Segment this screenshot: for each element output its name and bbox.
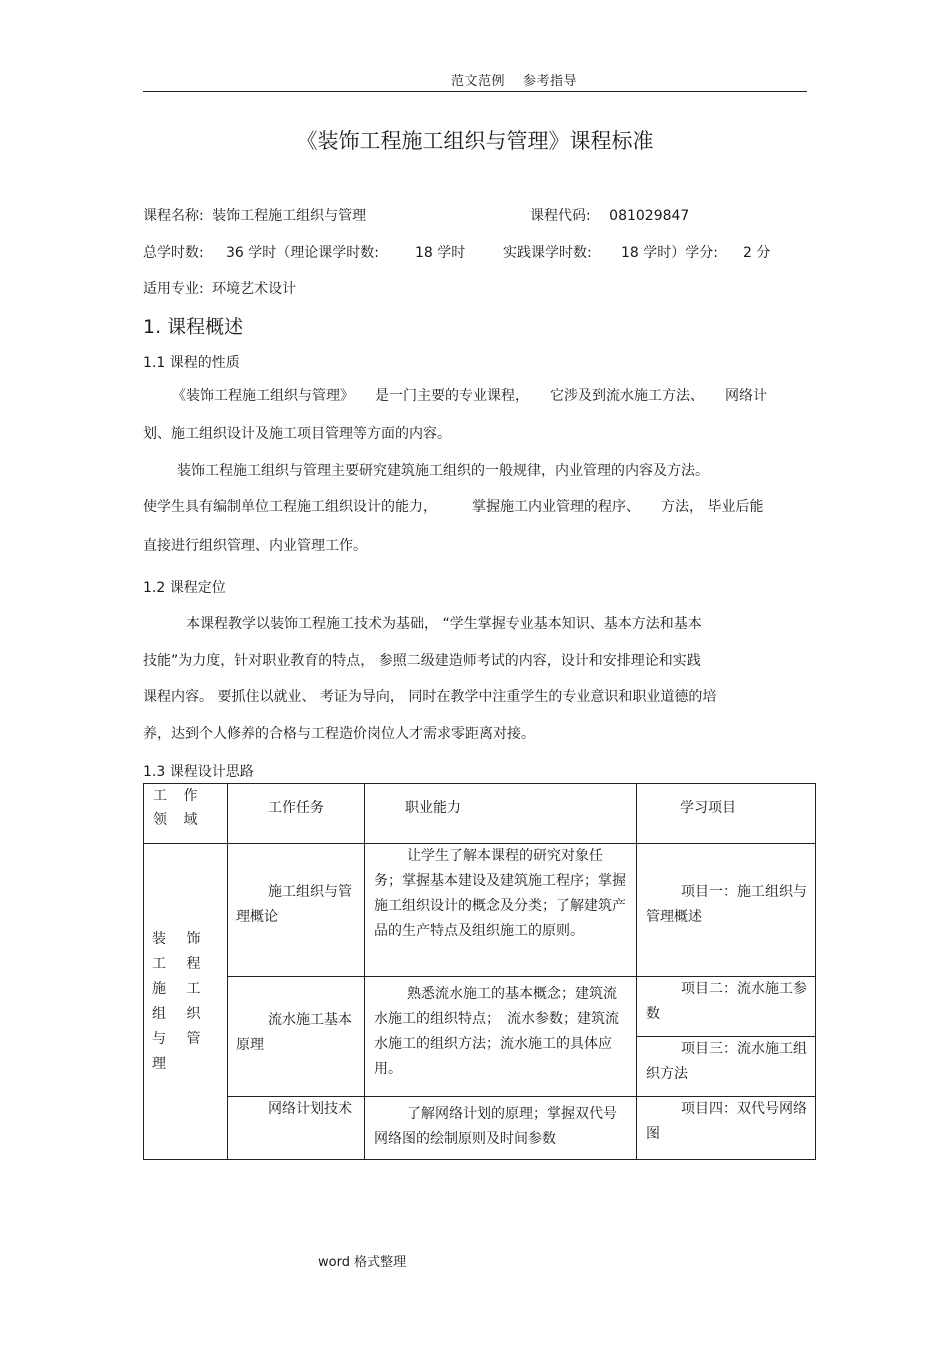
paragraph-1-line-1: 《装饰工程施工组织与管理》 是一门主要的专业课程， 它涉及到流水施工方法、 网络计 xyxy=(172,388,767,404)
project-cell: 项目二：流水施工参数 xyxy=(637,977,816,1037)
paragraph-3-line-3: 课程内容。 要抓住以就业、 考证为导向， 同时在教学中注重学生的专业意识和职业道德的培 xyxy=(143,689,717,705)
section-1-1-heading: 1.1 课程的性质 xyxy=(143,355,240,371)
header-cell-ability: 职业能力 xyxy=(365,784,637,844)
table-header-row xyxy=(144,784,816,844)
hours-theory: 18 学时 xyxy=(415,245,466,261)
course-name-label: 课程名称: xyxy=(143,208,204,224)
course-code-label: 课程代码: xyxy=(530,208,591,224)
section-1-2-heading: 1.2 课程定位 xyxy=(143,580,226,596)
paragraph-1-line-2: 划、施工组织设计及施工项目管理等方面的内容。 xyxy=(143,426,451,442)
table-row xyxy=(144,844,816,977)
hours-practice-label: 实践课学时数: xyxy=(503,245,592,261)
hours-practice: 18 学时）学分: xyxy=(621,245,718,261)
header-left: 范文范例 xyxy=(451,74,506,89)
paragraph-3-line-2: 技能”为力度，针对职业教育的特点， 参照二级建造师考试的内容，设计和安排理论和实践 xyxy=(143,653,701,669)
paragraph-2-line-3: 直接进行组织管理、内业管理工作。 xyxy=(143,538,367,554)
course-name-value: 装饰工程施工组织与管理 xyxy=(212,208,367,224)
course-name-row xyxy=(143,205,366,225)
major-row xyxy=(143,278,296,298)
course-design-table xyxy=(143,783,816,1160)
paragraph-2-line-2: 使学生具有编制单位工程施工组织设计的能力， 掌握施工内业管理的程序、 方法， 毕业后能 xyxy=(143,499,764,515)
ability-cell: 熟悉流水施工的基本概念；建筑流水施工的组织特点； 流水参数；建筑流水施工的组织方法；流水施工的具体应用。 xyxy=(365,977,637,1097)
hours-label: 总学时数: xyxy=(143,245,204,261)
course-code-value: 081029847 xyxy=(609,208,690,224)
header-rule xyxy=(143,91,807,92)
paragraph-3-line-4: 养，达到个人修养的合格与工程造价岗位人才需求零距离对接。 xyxy=(143,726,535,742)
header-cell-project: 学习项目 xyxy=(637,784,816,844)
document-title: 《装饰工程施工组织与管理》课程标准 xyxy=(296,129,654,153)
header-cell-task: 工作任务 xyxy=(228,784,365,844)
major-value: 环境艺术设计 xyxy=(212,281,297,297)
page-header xyxy=(451,70,577,89)
section-1-heading: 1. 课程概述 xyxy=(143,316,244,338)
domain-cell: 装 饰 工 程 施 工 组 织 与 管理 xyxy=(144,844,228,1160)
task-cell: 网络计划技术 xyxy=(228,1097,365,1160)
project-cell: 项目四：双代号网络图 xyxy=(637,1097,816,1160)
table-row xyxy=(144,1097,816,1160)
hours-total: 36 学时（理论课学时数: xyxy=(226,245,379,261)
section-1-3-heading: 1.3 课程设计思路 xyxy=(143,764,254,780)
task-cell: 施工组织与管理概论 xyxy=(228,844,365,977)
major-label: 适用专业: xyxy=(143,281,204,297)
ability-cell: 让学生了解本课程的研究对象任务；掌握基本建设及建筑施工程序；掌握施工组织设计的概念及分类；了解建筑产品的生产特点及组织施工的原则。 xyxy=(365,844,637,977)
paragraph-2-line-1: 装饰工程施工组织与管理主要研究建筑施工组织的一般规律，内业管理的内容及方法。 xyxy=(177,463,709,479)
header-cell-domain: 工 作 领 域 xyxy=(144,784,228,844)
project-cell: 项目三：流水施工组织方法 xyxy=(637,1037,816,1097)
credits: 2 分 xyxy=(743,245,771,261)
ability-cell: 了解网络计划的原理；掌握双代号网络图的绘制原则及时间参数 xyxy=(365,1097,637,1160)
task-cell: 流水施工基本原理 xyxy=(228,977,365,1097)
project-cell: 项目一：施工组织与管理概述 xyxy=(637,844,816,977)
header-right: 参考指导 xyxy=(523,74,578,89)
paragraph-3-line-1: 本课程教学以装饰工程施工技术为基础， “学生掌握专业基本知识、基本方法和基本 xyxy=(186,616,702,632)
course-code-row xyxy=(530,205,689,225)
table-row xyxy=(144,977,816,1037)
page-footer: word 格式整理 xyxy=(318,1255,407,1270)
